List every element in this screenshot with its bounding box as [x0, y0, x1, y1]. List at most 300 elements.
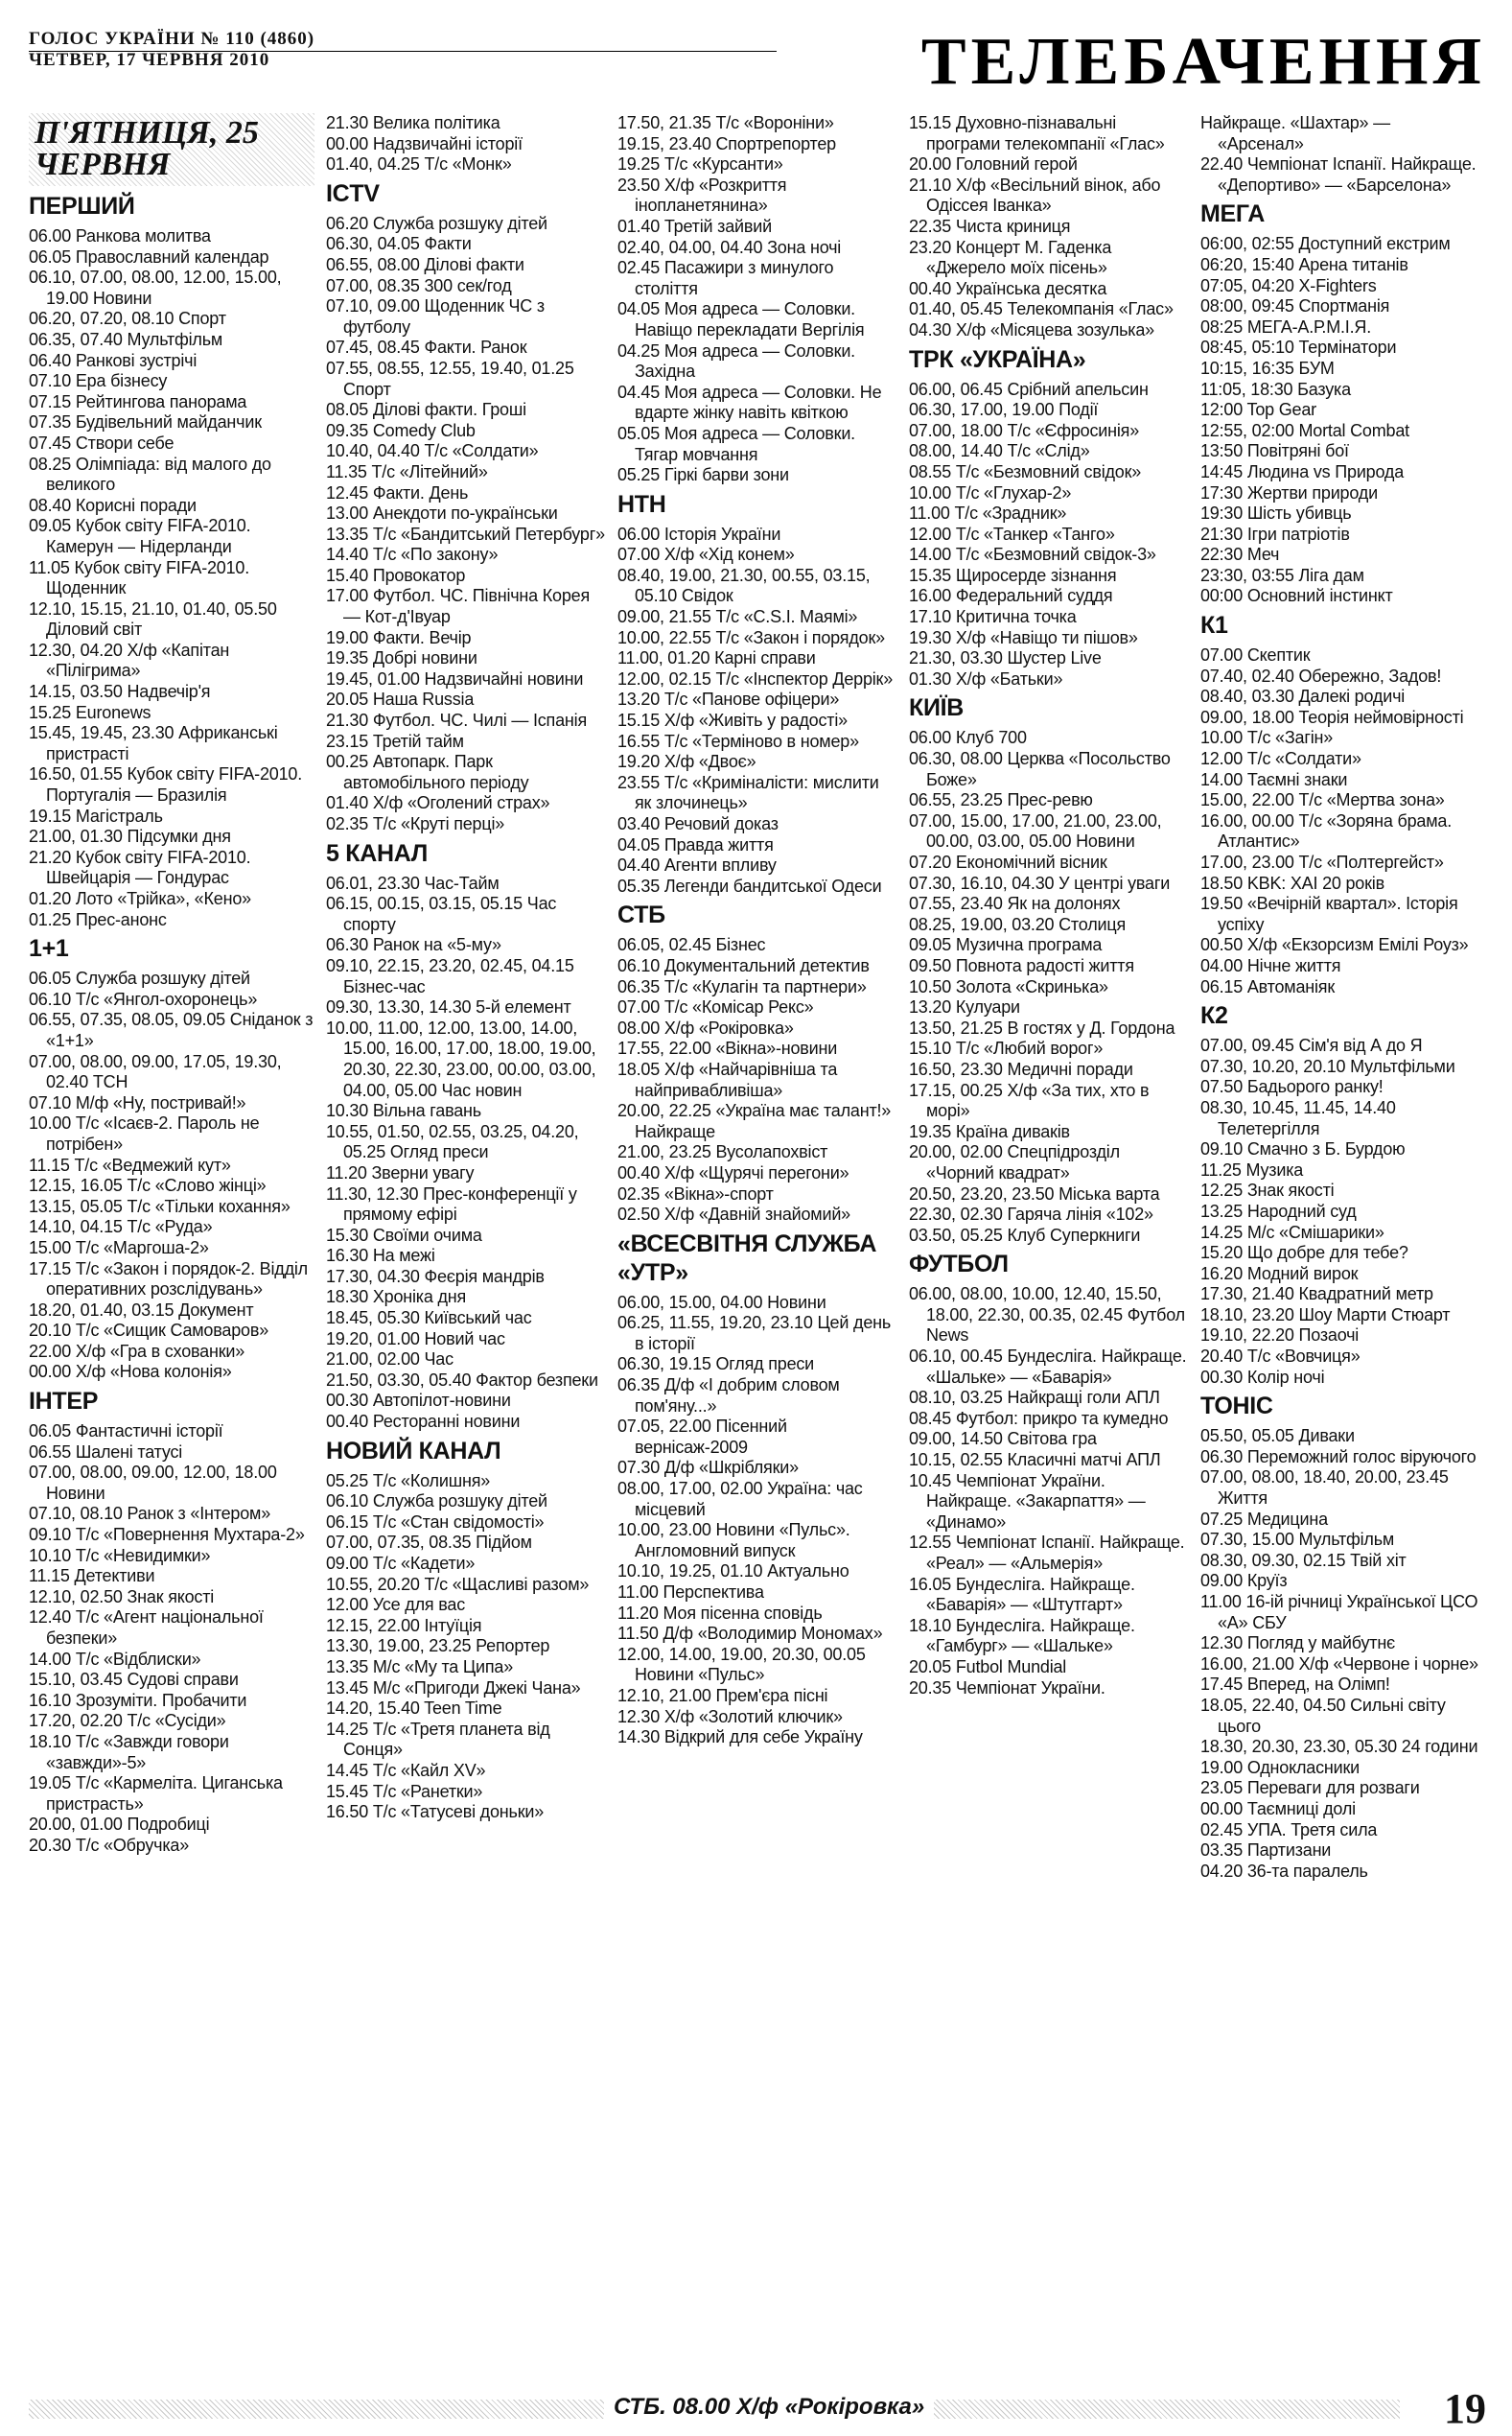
program-entry: 17.10 Критична точка: [909, 607, 1077, 627]
program-entry: 12.10, 15.15, 21.10, 01.40, 05.50 Діловий світ: [29, 598, 277, 640]
program-entry: 02.45 УПА. Третя сила: [1200, 1819, 1378, 1839]
program-entry: 14.40 Т/с «По закону»: [326, 545, 499, 565]
program-entry: 09.00, 18.00 Теорія неймовірності: [1200, 707, 1464, 727]
program-entry: 12.45 Факти. День: [326, 482, 469, 503]
program-entry: 14.00 Таємні знаки: [1200, 769, 1348, 789]
program-entry: 20.30 Т/с «Обручка»: [29, 1835, 190, 1855]
program-entry: 05.35 Легенди бандитської Одеси: [617, 876, 882, 896]
program-entry: 08:45, 05:10 Термінатори: [1200, 338, 1397, 358]
program-entry: 12.25 Знак якості: [1200, 1181, 1335, 1201]
program-entry: 10.10 Т/с «Невидимки»: [29, 1545, 211, 1565]
program-entry: 20.35 Чемпіонат України.: [909, 1677, 1105, 1698]
program-entry: 03.40 Речовий доказ: [617, 814, 779, 833]
program-entry: 06.05 Фантастичні історії: [29, 1421, 223, 1441]
program-entry: 13.20 Кулуари: [909, 997, 1020, 1018]
program-entry: 14.45 Т/с «Кайл XV»: [326, 1760, 486, 1780]
program-entry: 00.40 Ресторанні новини: [326, 1412, 521, 1432]
program-entry: 04.00 Нічне життя: [1200, 955, 1341, 975]
program-entry: 19.35 Добрі новини: [326, 648, 477, 668]
program-entry: 09.10 Смачно з Б. Бурдою: [1200, 1139, 1406, 1159]
program-entry: 00.00 Х/ф «Нова колонія»: [29, 1362, 232, 1382]
program-entry: 16.55 Т/с «Терміново в номер»: [617, 731, 859, 751]
program-entry: 00.30 Колір ночі: [1200, 1367, 1325, 1387]
program-entry: 06.30, 17.00, 19.00 Події: [909, 400, 1099, 420]
program-entry: 14.25 Т/с «Третя планета від Сонця»: [326, 1719, 550, 1760]
program-entry: 01.40, 04.25 Т/с «Монк»: [326, 154, 512, 175]
program-entry: 07.00 Скептик: [1200, 645, 1311, 666]
program-entry: 16.10 Зрозуміти. Пробачити: [29, 1690, 247, 1710]
program-entry: 13.50, 21.25 В гостях у Д. Гордона: [909, 1018, 1175, 1038]
program-entry: 13.25 Народний суд: [1200, 1201, 1357, 1221]
program-entry: 07.00 Т/с «Комісар Рекс»: [617, 997, 814, 1018]
program-entry: 15.40 Провокатор: [326, 565, 466, 585]
program-entry: 15.45 Т/с «Ранетки»: [326, 1781, 483, 1801]
program-entry: 23.05 Переваги для розваги: [1200, 1778, 1420, 1798]
program-entry: 06.55, 08.00 Ділові факти: [326, 254, 524, 274]
program-entry: 10.40, 04.40 Т/с «Солдати»: [326, 441, 539, 461]
program-entry: 06.20, 07.20, 08.10 Спорт: [29, 309, 226, 329]
program-entry: 02.35 «Вікна»-спорт: [617, 1183, 774, 1204]
program-entry: 06.10 Т/с «Янгол-охоронець»: [29, 989, 258, 1009]
program-entry: 17.15 Т/с «Закон і порядок-2. Відділ оперативних розслідувань»: [29, 1258, 308, 1300]
program-entry: 14.15, 03.50 Надвечір'я: [29, 682, 211, 702]
program-entry: 21.30, 03.30 Шустер Live: [909, 648, 1102, 668]
program-entry: 06.00 Клуб 700: [909, 728, 1027, 748]
program-entry: 07.10 М/ф «Ну, постривай!»: [29, 1092, 246, 1113]
program-entry: 07.00, 09.45 Сім'я від А до Я: [1200, 1036, 1423, 1056]
program-entry: 09.30, 13.30, 14.30 5-й елемент: [326, 997, 571, 1018]
program-entry: 08.05 Ділові факти. Гроші: [326, 400, 526, 420]
program-entry: 06.25, 11.55, 19.20, 23.10 Цей день в історії: [617, 1313, 892, 1353]
program-entry: 06.15 Т/с «Стан свідомості»: [326, 1511, 545, 1532]
program-entry: 19.25 Т/с «Курсанти»: [617, 154, 783, 175]
program-entry: 02.35 Т/с «Круті перці»: [326, 814, 505, 833]
program-entry: 22.40 Чемпіонат Іспанії. Найкраще. «Депортиво» — «Барселона»: [1200, 154, 1477, 195]
channel-heading: «ВСЕСВІТНЯ СЛУЖБА «УТР»: [617, 1230, 877, 1286]
program-entry: 18.05, 22.40, 04.50 Сильні світу цього: [1200, 1695, 1446, 1736]
program-entry: 11.15 Т/с «Ведмежий кут»: [29, 1155, 231, 1175]
program-entry: 17.30, 21.40 Квадратний метр: [1200, 1284, 1433, 1304]
program-entry: 04.30 Х/ф «Місяцева зозулька»: [909, 319, 1154, 340]
program-entry: 10.50 Золота «Скринька»: [909, 976, 1108, 996]
program-entry: 10.00 Т/с «Ісаєв-2. Пароль не потрібен»: [29, 1113, 260, 1154]
issue-date: ЧЕТВЕР, 17 ЧЕРВНЯ 2010: [29, 50, 270, 70]
schedule-column-4: [903, 113, 1195, 2372]
program-entry: 19.05 Т/с «Кармеліта. Циганська пристрасть»: [29, 1773, 283, 1814]
program-entry: 16.00 Федеральний суддя: [909, 586, 1113, 606]
program-entry: 06.40 Ранкові зустрічі: [29, 350, 198, 370]
program-entry: 03.35 Партизани: [1200, 1840, 1332, 1861]
page-header: [29, 25, 1486, 105]
program-entry: 15.10, 03.45 Судові справи: [29, 1670, 239, 1690]
program-entry: 04.25 Моя адреса — Соловки. Західна: [617, 340, 855, 382]
program-entry: 12.00 Усе для вас: [326, 1595, 466, 1615]
program-entry: 00.00 Таємниці долі: [1200, 1798, 1356, 1818]
program-entry: 18.50 KBK: XAI 20 років: [1200, 873, 1384, 893]
program-entry: 22.35 Чиста криниця: [909, 216, 1071, 236]
day-title: П'ЯТНИЦЯ, 25 ЧЕРВНЯ: [29, 113, 314, 186]
program-entry: 07.10, 09.00 Щоденник ЧС з футболу: [326, 296, 545, 337]
program-entry: 07.20 Економічний вісник: [909, 853, 1107, 872]
program-entry: 07.30, 10.20, 20.10 Мультфільми: [1200, 1056, 1455, 1076]
program-entry: 17.50, 21.35 Т/с «Вороніни»: [617, 113, 834, 132]
channel-heading: 1+1: [29, 935, 69, 963]
program-entry: 00.50 Х/ф «Екзорсизм Емілі Роуз»: [1200, 935, 1469, 955]
schedule-column-1: [29, 113, 320, 2372]
program-entry: 07.00, 08.00, 09.00, 12.00, 18.00 Новини: [29, 1463, 277, 1503]
program-entry: 06.10, 07.00, 08.00, 12.00, 15.00, 19.00 Новини: [29, 268, 282, 308]
program-entry: 12.10, 02.50 Знак якості: [29, 1586, 215, 1606]
program-entry: 11.05 Кубок світу FIFA-2010. Щоденник: [29, 557, 250, 598]
program-entry: 07.00, 08.00, 09.00, 17.05, 19.30, 02.40 ТСН: [29, 1051, 282, 1092]
program-entry: 17.30, 04.30 Феєрія мандрів: [326, 1266, 545, 1286]
program-entry: 06.55 Шалені татусі: [29, 1441, 183, 1462]
program-entry: 07.50 Бадьорого ранку!: [1200, 1077, 1384, 1097]
program-entry: 08:00, 09:45 Спортманія: [1200, 296, 1390, 316]
program-entry: 15.45, 19.45, 23.30 Африканські пристрасті: [29, 723, 278, 763]
program-entry: 19.20 Х/ф «Двоє»: [617, 752, 756, 772]
program-entry: 20.40 Т/с «Вовчиця»: [1200, 1347, 1361, 1367]
program-entry: 09.35 Comedy Club: [326, 420, 476, 440]
program-entry: 23.55 Т/с «Криміналісти: мислити як злочинець»: [617, 772, 879, 813]
program-entry: 11:05, 18:30 Базука: [1200, 379, 1351, 399]
program-entry: 08.40, 03.30 Далекі родичі: [1200, 687, 1406, 707]
program-entry: 16.30 На межі: [326, 1246, 435, 1266]
channel-heading: ІНТЕР: [29, 1388, 99, 1416]
program-entry: 02.50 Х/ф «Давній знайомий»: [617, 1205, 850, 1225]
program-entry: 14:45 Людина vs Природа: [1200, 461, 1405, 481]
program-entry: 07.00, 08.35 300 сек/год: [326, 275, 512, 295]
program-entry: 07.00, 07.35, 08.35 Підйом: [326, 1533, 532, 1553]
program-entry: 02.45 Пасажири з минулого століття: [617, 258, 834, 298]
program-entry: 14.00 Т/с «Відблиски»: [29, 1649, 201, 1669]
program-entry: 07.00, 08.00, 18.40, 20.00, 23.45 Життя: [1200, 1467, 1449, 1509]
program-entry: 20.00 Головний герой: [909, 154, 1078, 175]
channel-heading: ICTV: [326, 179, 380, 207]
program-entry: 08.00, 14.40 Т/с «Слід»: [909, 441, 1090, 461]
program-entry: 08.00 Х/ф «Рокіровка»: [617, 1018, 794, 1038]
program-entry: 16.05 Бундесліга. Найкраще. «Баварія» — «Штутгарт»: [909, 1574, 1135, 1615]
program-entry: 06.30, 04.05 Факти: [326, 234, 472, 254]
program-entry: 18.30, 20.30, 23.30, 05.30 24 години: [1200, 1737, 1478, 1757]
program-entry: 10:15, 16:35 БУМ: [1200, 358, 1335, 378]
program-entry: 18.30 Хроніка дня: [326, 1287, 467, 1307]
schedule-column-2: [320, 113, 612, 2372]
program-entry: 06.00, 06.45 Срібний апельсин: [909, 379, 1149, 399]
program-entry: 04.40 Агенти впливу: [617, 855, 777, 876]
program-entry: 18.10 Т/с «Завжди говори «завжди»-5»: [29, 1731, 229, 1772]
program-entry: 23:30, 03:55 Ліга дам: [1200, 565, 1364, 585]
program-entry: 06.30 Переможний голос віруючого: [1200, 1446, 1477, 1466]
program-entry: Найкраще. «Шахтар» — «Арсенал»: [1200, 113, 1390, 153]
program-entry: 08.30, 09.30, 02.15 Твій хіт: [1200, 1550, 1407, 1570]
program-entry: 19.15, 23.40 Спортрепортер: [617, 133, 836, 153]
program-entry: 17.55, 22.00 «Вікна»-новини: [617, 1039, 838, 1059]
program-entry: 13.45 М/с «Пригоди Джекі Чана»: [326, 1677, 581, 1698]
program-entry: 16.50, 23.30 Медичні поради: [909, 1059, 1133, 1079]
program-entry: 16.00, 00.00 Т/с «Зоряна брама. Атлантис»: [1200, 810, 1453, 852]
page-footer: [29, 2385, 1486, 2432]
program-entry: 18.05 Х/ф «Найчарівніша та найпривабливіша»: [617, 1059, 838, 1100]
program-entry: 11.00 Перспектива: [617, 1582, 764, 1602]
program-entry: 21.10 Х/ф «Весільний вінок, або Одіссея Іванка»: [909, 175, 1161, 216]
program-entry: 06.10 Служба розшуку дітей: [326, 1491, 547, 1511]
program-entry: 14.25 М/с «Смішарики»: [1200, 1222, 1384, 1242]
program-entry: 21.00, 01.30 Підсумки дня: [29, 827, 231, 847]
program-entry: 00.40 Українська десятка: [909, 278, 1107, 298]
program-entry: 11.00 Т/с «Зрадник»: [909, 504, 1067, 524]
program-entry: 06.20 Служба розшуку дітей: [326, 213, 547, 233]
program-entry: 04.20 36-та паралель: [1200, 1861, 1368, 1881]
program-entry: 07.40, 02.40 Обережно, Задов!: [1200, 666, 1442, 686]
program-entry: 21.00, 02.00 Час: [326, 1349, 454, 1370]
program-entry: 06.55, 07.35, 08.05, 09.05 Сніданок з «1+1»: [29, 1010, 314, 1050]
program-entry: 07.00, 18.00 Т/с «Єфросинія»: [909, 420, 1140, 440]
program-entry: 10.45 Чемпіонат України. Найкраще. «Закарпаття» — «Динамо»: [909, 1470, 1146, 1532]
program-entry: 08.00, 17.00, 02.00 Україна: час місцевий: [617, 1479, 863, 1519]
page-number: 19: [1444, 2385, 1486, 2432]
program-entry: 21.00, 23.25 Вусолапохвіст: [617, 1142, 828, 1162]
program-entry: 10.55, 20.20 Т/с «Щасливі разом»: [326, 1574, 590, 1594]
program-entry: 20.50, 23.20, 23.50 Міська варта: [909, 1183, 1160, 1204]
program-entry: 21.20 Кубок світу FIFA-2010. Швейцарія — Гондурас: [29, 847, 251, 888]
program-entry: 11.50 Д/ф «Володимир Мономах»: [617, 1624, 883, 1644]
program-entry: 11.20 Зверни увагу: [326, 1162, 475, 1183]
program-entry: 17.45 Вперед, на Олімп!: [1200, 1675, 1390, 1695]
program-entry: 06.10, 00.45 Бундесліга. Найкраще. «Шальке» — «Баварія»: [909, 1347, 1187, 1387]
program-entry: 06.35, 07.40 Мультфільм: [29, 329, 223, 349]
program-entry: 19.50 «Вечірній квартал». Історія успіху: [1200, 894, 1458, 934]
program-entry: 12:00 Top Gear: [1200, 400, 1316, 420]
program-entry: 08.55 Т/с «Безмовний свідок»: [909, 461, 1142, 481]
program-entry: 10.55, 01.50, 02.55, 03.25, 04.20, 05.25 Огляд преси: [326, 1121, 579, 1162]
program-entry: 01.40, 05.45 Телекомпанія «Глас»: [909, 299, 1174, 319]
program-entry: 07.25 Медицина: [1200, 1509, 1328, 1529]
program-entry: 01.40 Х/ф «Оголений страх»: [326, 793, 550, 813]
program-entry: 15.25 Euronews: [29, 702, 151, 722]
program-entry: 08.10, 03.25 Найкращі голи АПЛ: [909, 1388, 1160, 1408]
program-entry: 01.25 Прес-анонс: [29, 909, 167, 929]
program-entry: 00:00 Основний інстинкт: [1200, 586, 1393, 606]
header-divider: [29, 51, 777, 52]
program-entry: 06.05, 02.45 Бізнес: [617, 935, 766, 955]
program-entry: 07.55, 08.55, 12.55, 19.40, 01.25 Спорт: [326, 358, 574, 399]
program-entry: 07.10, 08.10 Ранок з «Інтером»: [29, 1504, 271, 1524]
program-entry: 12.10, 21.00 Прем'єра пісні: [617, 1685, 828, 1705]
program-entry: 19.00 Однокласники: [1200, 1757, 1361, 1777]
program-entry: 01.30 Х/ф «Батьки»: [909, 668, 1063, 689]
program-entry: 17.00 Футбол. ЧС. Північна Корея — Кот-д'Івуар: [326, 586, 591, 627]
channel-heading: ФУТБОЛ: [909, 1251, 1009, 1278]
program-entry: 16.50, 01.55 Кубок світу FIFA-2010. Португалія — Бразилія: [29, 764, 303, 806]
program-entry: 12.30 Погляд у майбутнє: [1200, 1633, 1396, 1653]
channel-heading: ТРК «УКРАЇНА»: [909, 345, 1086, 373]
program-entry: 16.20 Модний вирок: [1200, 1263, 1359, 1283]
program-entry: 00.25 Автопарк. Парк автомобільного періоду: [326, 752, 529, 792]
program-entry: 11.00 16-ій річниці Української ЦСО «А» СБУ: [1200, 1592, 1478, 1632]
program-entry: 20.00, 22.25 «Україна має талант!» Найкраще: [617, 1101, 892, 1141]
program-entry: 20.00, 01.00 Подробиці: [29, 1815, 210, 1835]
program-entry: 22.00 Х/ф «Гра в схованки»: [29, 1341, 245, 1361]
program-entry: 07.05, 22.00 Пісенний вернісаж-2009: [617, 1417, 787, 1457]
program-entry: 07.30 Д/ф «Шкрібляки»: [617, 1458, 799, 1478]
program-entry: 09.10, 22.15, 23.20, 02.45, 04.15 Бізнес-час: [326, 955, 574, 996]
program-entry: 06.01, 23.30 Час-Тайм: [326, 873, 500, 893]
program-entry: 12.00 Т/с «Солдати»: [1200, 749, 1361, 769]
channel-heading: КИЇВ: [909, 694, 964, 722]
channel-heading: К2: [1200, 1002, 1228, 1030]
program-entry: 13:50 Повітряні бої: [1200, 441, 1349, 461]
program-entry: 22:30 Меч: [1200, 545, 1280, 565]
program-entry: 14.00 Т/с «Безмовний свідок-3»: [909, 545, 1156, 565]
program-entry: 15.10 Т/с «Любий ворог»: [909, 1039, 1104, 1059]
program-entry: 07.45, 08.45 Факти. Ранок: [326, 338, 527, 358]
program-entry: 10.10, 19.25, 01.10 Актуально: [617, 1561, 849, 1581]
program-entry: 12.00, 02.15 Т/с «Інспектор Деррік»: [617, 668, 894, 689]
program-entry: 15.30 Своїми очима: [326, 1225, 482, 1245]
program-entry: 05.25 Гіркі барви зони: [617, 465, 789, 485]
program-entry: 04.05 Моя адреса — Соловки. Навіщо перекладати Вергілія: [617, 299, 865, 340]
schedule-column-5: [1195, 113, 1486, 2372]
program-entry: 20.00, 02.00 Спецпідрозділ «Чорний квадрат»: [909, 1142, 1120, 1183]
program-entry: 00.00 Надзвичайні історії: [326, 133, 523, 153]
program-entry: 06.15 Автоманіяк: [1200, 976, 1336, 996]
program-entry: 15.15 Духовно-пізнавальні програми телекомпанії «Глас»: [909, 113, 1165, 153]
footer-promo: СТБ. 08.00 Х/ф «Рокіровка»: [604, 2394, 934, 2421]
program-entry: 13.35 М/с «Му та Ципа»: [326, 1656, 514, 1676]
program-entry: 22.30, 02.30 Гаряча лінія «102»: [909, 1205, 1153, 1225]
program-entry: 11.30, 12.30 Прес-конференції у прямому ефірі: [326, 1183, 577, 1225]
program-entry: 00.30 Автопілот-новини: [326, 1391, 511, 1411]
program-entry: 07.00, 15.00, 17.00, 21.00, 23.00, 00.00, 03.00, 05.00 Новини: [909, 810, 1162, 852]
program-entry: 09.05 Музична програма: [909, 935, 1103, 955]
program-entry: 18.10, 23.20 Шоу Марти Стюарт: [1200, 1304, 1451, 1324]
program-entry: 09.00, 14.50 Світова гра: [909, 1429, 1097, 1449]
channel-heading: ТОНІС: [1200, 1393, 1273, 1420]
program-entry: 07.10 Ера бізнесу: [29, 371, 168, 391]
program-entry: 10.00, 22.55 Т/с «Закон і порядок»: [617, 627, 885, 647]
program-entry: 08.40 Корисні поради: [29, 495, 197, 515]
program-entry: 12.15, 16.05 Т/с «Слово жінці»: [29, 1176, 267, 1196]
program-entry: 07.45 Створи себе: [29, 433, 174, 453]
program-entry: 07.15 Рейтингова панорама: [29, 391, 247, 411]
program-entry: 19.00 Факти. Вечір: [326, 627, 472, 647]
program-entry: 05.05 Моя адреса — Соловки. Тягар мовчання: [617, 423, 855, 464]
program-entry: 06:20, 15:40 Арена титанів: [1200, 254, 1408, 274]
program-entry: 23.15 Третій тайм: [326, 731, 464, 751]
program-entry: 06.30, 19.15 Огляд преси: [617, 1354, 815, 1374]
program-entry: 10.15, 02.55 Класичні матчі АПЛ: [909, 1450, 1161, 1470]
program-entry: 12.30 Х/ф «Золотий ключик»: [617, 1706, 843, 1726]
program-entry: 18.45, 05.30 Київський час: [326, 1308, 532, 1328]
program-entry: 20.05 Наша Russia: [326, 690, 475, 710]
program-entry: 12.30, 04.20 Х/ф «Капітан «Пілігрима»: [29, 640, 230, 681]
program-entry: 10.00, 23.00 Новини «Пульс». Англомовний випуск: [617, 1520, 850, 1560]
program-entry: 08:25 МЕГА-А.Р.М.І.Я.: [1200, 316, 1371, 337]
program-entry: 11.20 Моя пісенна сповідь: [617, 1603, 823, 1623]
program-entry: 15.35 Щиросерде зізнання: [909, 565, 1117, 585]
program-entry: 09.05 Кубок світу FIFA-2010. Камерун — Нідерланди: [29, 516, 251, 556]
tv-schedule: [29, 113, 1486, 2372]
channel-heading: ПЕРШИЙ: [29, 193, 135, 220]
program-entry: 00.40 Х/ф «Щурячі перегони»: [617, 1162, 849, 1183]
program-entry: 12.00, 14.00, 19.00, 20.30, 00.05 Новини «Пульс»: [617, 1644, 866, 1685]
program-entry: 12.55 Чемпіонат Іспанії. Найкраще. «Реал» — «Альмерія»: [909, 1533, 1185, 1573]
program-entry: 07.55, 23.40 Як на долонях: [909, 894, 1121, 914]
program-entry: 08.25, 19.00, 03.20 Столиця: [909, 914, 1127, 934]
program-entry: 06.35 Т/с «Кулагін та партнери»: [617, 976, 867, 996]
program-entry: 07:05, 04:20 X-Fighters: [1200, 275, 1377, 295]
program-entry: 17.15, 00.25 Х/ф «За тих, хто в морі»: [909, 1080, 1150, 1121]
program-entry: 19:30 Шість убивць: [1200, 504, 1352, 524]
program-entry: 18.20, 01.40, 03.15 Документ: [29, 1300, 254, 1320]
program-entry: 06.05 Служба розшуку дітей: [29, 969, 250, 989]
program-entry: 10.00, 11.00, 12.00, 13.00, 14.00, 15.00, 16.00, 17.00, 18.00, 19.00, 20.30, 22.30, 23.00, 00.00, 03.00, 04.00, 05.00 Час новин: [326, 1018, 596, 1100]
program-entry: 21.30 Велика політика: [326, 113, 500, 132]
program-entry: 14.30 Відкрий для себе Україну: [617, 1727, 863, 1747]
program-entry: 19.15 Магістраль: [29, 806, 163, 826]
publication-name: ГОЛОС УКРАЇНИ № 110 (4860): [29, 29, 315, 49]
channel-heading: СТБ: [617, 902, 665, 929]
program-entry: 14.20, 15.40 Teen Time: [326, 1698, 502, 1719]
program-entry: 11.15 Детективи: [29, 1566, 155, 1586]
program-entry: 21:30 Ігри патріотів: [1200, 524, 1350, 544]
program-entry: 14.10, 04.15 Т/с «Руда»: [29, 1217, 213, 1237]
program-entry: 09.00, 21.55 Т/с «C.S.I. Маямі»: [617, 607, 858, 627]
program-entry: 10.00 Т/с «Загін»: [1200, 728, 1334, 748]
program-entry: 13.35 Т/с «Бандитський Петербург»: [326, 524, 605, 544]
program-entry: 09.10 Т/с «Повернення Мухтара-2»: [29, 1525, 305, 1545]
program-entry: 15.15 Х/ф «Живіть у радості»: [617, 711, 848, 731]
program-entry: 19.10, 22.20 Позаочі: [1200, 1325, 1360, 1346]
program-entry: 06.30, 08.00 Церква «Посольство Боже»: [909, 749, 1171, 789]
program-entry: 08.30, 10.45, 11.45, 14.40 Телетергілля: [1200, 1097, 1396, 1138]
program-entry: 07.35 Будівельний майданчик: [29, 412, 262, 433]
program-entry: 23.50 Х/ф «Розкриття інопланетянина»: [617, 175, 787, 216]
program-entry: 19.30 Х/ф «Навіщо ти пішов»: [909, 627, 1138, 647]
program-entry: 11.00, 01.20 Карні справи: [617, 648, 816, 668]
program-entry: 07.00 Х/ф «Хід конем»: [617, 545, 795, 565]
program-entry: 06.55, 23.25 Прес-ревю: [909, 790, 1093, 810]
program-entry: 08.25 Олімпіада: від малого до великого: [29, 454, 271, 495]
program-entry: 21.50, 03.30, 05.40 Фактор безпеки: [326, 1370, 598, 1390]
program-entry: 01.20 Лото «Трійка», «Кено»: [29, 889, 251, 908]
program-entry: 23.20 Концерт М. Гаденка «Джерело моїх пісень»: [909, 237, 1112, 278]
channel-heading: НТН: [617, 490, 666, 518]
program-entry: 03.50, 05.25 Клуб Суперкниги: [909, 1225, 1141, 1245]
program-entry: 06.00, 15.00, 04.00 Новини: [617, 1292, 826, 1312]
program-entry: 10.30 Вільна гавань: [326, 1101, 481, 1121]
channel-heading: 5 КАНАЛ: [326, 839, 429, 867]
program-entry: 13.15, 05.05 Т/с «Тільки кохання»: [29, 1196, 291, 1216]
channel-heading: К1: [1200, 612, 1228, 640]
program-entry: 16.50 Т/с «Татусеві доньки»: [326, 1802, 545, 1822]
program-entry: 05.50, 05.05 Диваки: [1200, 1426, 1355, 1446]
program-entry: 08.45 Футбол: прикро та кумедно: [909, 1408, 1169, 1428]
schedule-column-3: [612, 113, 903, 2372]
program-entry: 17.20, 02.20 Т/с «Сусіди»: [29, 1711, 226, 1731]
program-entry: 12.00 Т/с «Танкер «Танго»: [909, 524, 1115, 544]
program-entry: 09.50 Повнота радості життя: [909, 955, 1134, 975]
program-entry: 17:30 Жертви природи: [1200, 482, 1378, 503]
program-entry: 02.40, 04.00, 04.40 Зона ночі: [617, 237, 842, 257]
program-entry: 06.05 Православний календар: [29, 246, 269, 267]
program-entry: 20.10 Т/с «Сищик Самоваров»: [29, 1321, 269, 1341]
program-entry: 15.20 Що добре для тебе?: [1200, 1243, 1408, 1263]
program-entry: 13.00 Анекдоти по-українськи: [326, 504, 558, 524]
program-entry: 05.25 Т/с «Колишня»: [326, 1470, 491, 1490]
program-entry: 06.00, 08.00, 10.00, 12.40, 15.50, 18.00, 22.30, 00.35, 02.45 Футбол News: [909, 1284, 1185, 1346]
